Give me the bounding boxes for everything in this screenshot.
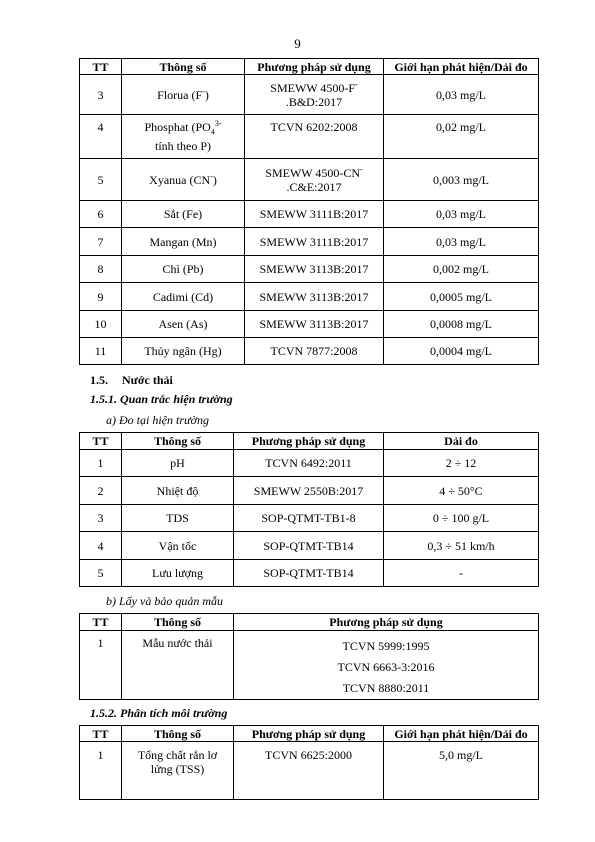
cell-limit: 0,03 mg/L xyxy=(384,201,539,228)
cell-param: Xyanua (CN-) xyxy=(122,159,245,201)
cell-param: Thủy ngân (Hg) xyxy=(122,338,245,365)
table-row xyxy=(80,631,539,700)
col-header-param: Thông số xyxy=(122,614,234,631)
table-row xyxy=(80,311,539,338)
cell-limit: 0,003 mg/L xyxy=(384,159,539,201)
cell-param: Sắt (Fe) xyxy=(122,201,245,228)
table-row xyxy=(80,560,539,587)
cell-method: SMEWW 4500-F- .B&D:2017 xyxy=(245,75,384,115)
cell-method: TCVN 6625:2000 xyxy=(234,742,384,800)
cell-limit: 0,0004 mg/L xyxy=(384,338,539,365)
section-heading-1-5: 1.5. Nước thải xyxy=(90,373,173,387)
cell-range: 0 ÷ 100 g/L xyxy=(384,505,539,532)
col-header-tt: TT xyxy=(80,59,122,75)
cell-tt: 5 xyxy=(80,560,122,587)
cell-limit: 5,0 mg/L xyxy=(384,742,539,800)
col-header-param: Thông số xyxy=(122,433,234,450)
cell-range: 2 ÷ 12 xyxy=(384,450,539,477)
table-row xyxy=(80,532,539,560)
cell-param: TDS xyxy=(122,505,234,532)
col-header-tt: TT xyxy=(80,433,122,450)
table-row xyxy=(80,228,539,256)
col-header-tt: TT xyxy=(80,726,122,742)
cell-param: Mangan (Mn) xyxy=(122,228,245,256)
page-number: 9 xyxy=(294,36,301,51)
cell-limit: 0,02 mg/L xyxy=(384,115,539,159)
cell-limit: 0,03 mg/L xyxy=(384,75,539,115)
cell-method: SOP-QTMT-TB1-8 xyxy=(234,505,384,532)
table-row xyxy=(80,256,539,283)
cell-tt: 6 xyxy=(80,201,122,228)
cell-param: Lưu lượng xyxy=(122,560,234,587)
cell-tt: 5 xyxy=(80,159,122,201)
cell-method: SMEWW 3113B:2017 xyxy=(245,256,384,283)
cell-method: SMEWW 3111B:2017 xyxy=(245,228,384,256)
cell-tt: 4 xyxy=(80,532,122,560)
analysis-table-1 xyxy=(79,58,539,365)
cell-range: - xyxy=(384,560,539,587)
col-header-param: Thông số xyxy=(122,59,245,75)
table-row xyxy=(80,283,539,311)
cell-tt: 11 xyxy=(80,338,122,365)
analysis-table-2 xyxy=(79,725,539,800)
col-header-tt: TT xyxy=(80,614,122,631)
cell-tt: 7 xyxy=(80,228,122,256)
col-header-method: Phương pháp sử dụng xyxy=(234,433,384,450)
cell-method: SMEWW 3111B:2017 xyxy=(245,201,384,228)
cell-param: Tổng chất rắn lơ lửng (TSS) xyxy=(122,742,234,800)
subheading-a: a) Đo tại hiện trường xyxy=(106,413,209,427)
col-header-method: Phương pháp sử dụng xyxy=(234,614,539,631)
cell-range: 4 ÷ 50°C xyxy=(384,477,539,505)
section-heading-1-5-1: 1.5.1. Quan trắc hiện trường xyxy=(90,392,233,406)
table-row xyxy=(80,75,539,115)
table-row xyxy=(80,450,539,477)
cell-param: pH xyxy=(122,450,234,477)
cell-tt: 1 xyxy=(80,631,122,700)
col-header-range: Dải đo xyxy=(384,433,539,450)
cell-tt: 4 xyxy=(80,115,122,159)
cell-limit: 0,002 mg/L xyxy=(384,256,539,283)
cell-method: SMEWW 2550B:2017 xyxy=(234,477,384,505)
col-header-limit: Giới hạn phát hiện/Dải đo xyxy=(384,726,539,742)
cell-limit: 0,0008 mg/L xyxy=(384,311,539,338)
cell-tt: 9 xyxy=(80,283,122,311)
cell-method: TCVN 7877:2008 xyxy=(245,338,384,365)
cell-tt: 1 xyxy=(80,450,122,477)
cell-method: TCVN 6202:2008 xyxy=(245,115,384,159)
cell-tt: 3 xyxy=(80,75,122,115)
cell-method: SMEWW 4500-CN- .C&E:2017 xyxy=(245,159,384,201)
cell-tt: 2 xyxy=(80,477,122,505)
cell-param: Vận tốc xyxy=(122,532,234,560)
cell-range: 0,3 ÷ 51 km/h xyxy=(384,532,539,560)
cell-limit: 0,0005 mg/L xyxy=(384,283,539,311)
table-row xyxy=(80,115,539,159)
sampling-table xyxy=(79,613,539,700)
cell-param: Chì (Pb) xyxy=(122,256,245,283)
subheading-b: b) Lấy và bảo quản mẫu xyxy=(106,594,223,608)
col-header-param: Thông số xyxy=(122,726,234,742)
cell-param: Phosphat ($PO_4^{3-}$ tính theo P) xyxy=(122,115,245,159)
table-row xyxy=(80,742,539,800)
cell-tt: 1 xyxy=(80,742,122,800)
cell-tt: 10 xyxy=(80,311,122,338)
cell-method: SOP-QTMT-TB14 xyxy=(234,532,384,560)
cell-method: SOP-QTMT-TB14 xyxy=(234,560,384,587)
cell-method: TCVN 5999:1995 TCVN 6663-3:2016 TCVN 8880:2011 xyxy=(234,631,539,700)
col-header-limit: Giới hạn phát hiện/Dải đo xyxy=(384,59,539,75)
cell-param: Cadimi (Cd) xyxy=(122,283,245,311)
table-row xyxy=(80,159,539,201)
section-heading-1-5-2: 1.5.2. Phân tích môi trường xyxy=(90,706,228,720)
cell-method: SMEWW 3113B:2017 xyxy=(245,311,384,338)
cell-method: TCVN 6492:2011 xyxy=(234,450,384,477)
cell-param: Florua (F-) xyxy=(122,75,245,115)
col-header-method: Phương pháp sử dụng xyxy=(234,726,384,742)
cell-param: Mẫu nước thải xyxy=(122,631,234,700)
cell-tt: 8 xyxy=(80,256,122,283)
field-measurement-table xyxy=(79,432,539,587)
cell-param: Asen (As) xyxy=(122,311,245,338)
table-row xyxy=(80,338,539,365)
table-row xyxy=(80,201,539,228)
table-row xyxy=(80,477,539,505)
cell-param: Nhiệt độ xyxy=(122,477,234,505)
cell-method: SMEWW 3113B:2017 xyxy=(245,283,384,311)
cell-limit: 0,03 mg/L xyxy=(384,228,539,256)
cell-tt: 3 xyxy=(80,505,122,532)
col-header-method: Phương pháp sử dụng xyxy=(245,59,384,75)
table-row xyxy=(80,505,539,532)
